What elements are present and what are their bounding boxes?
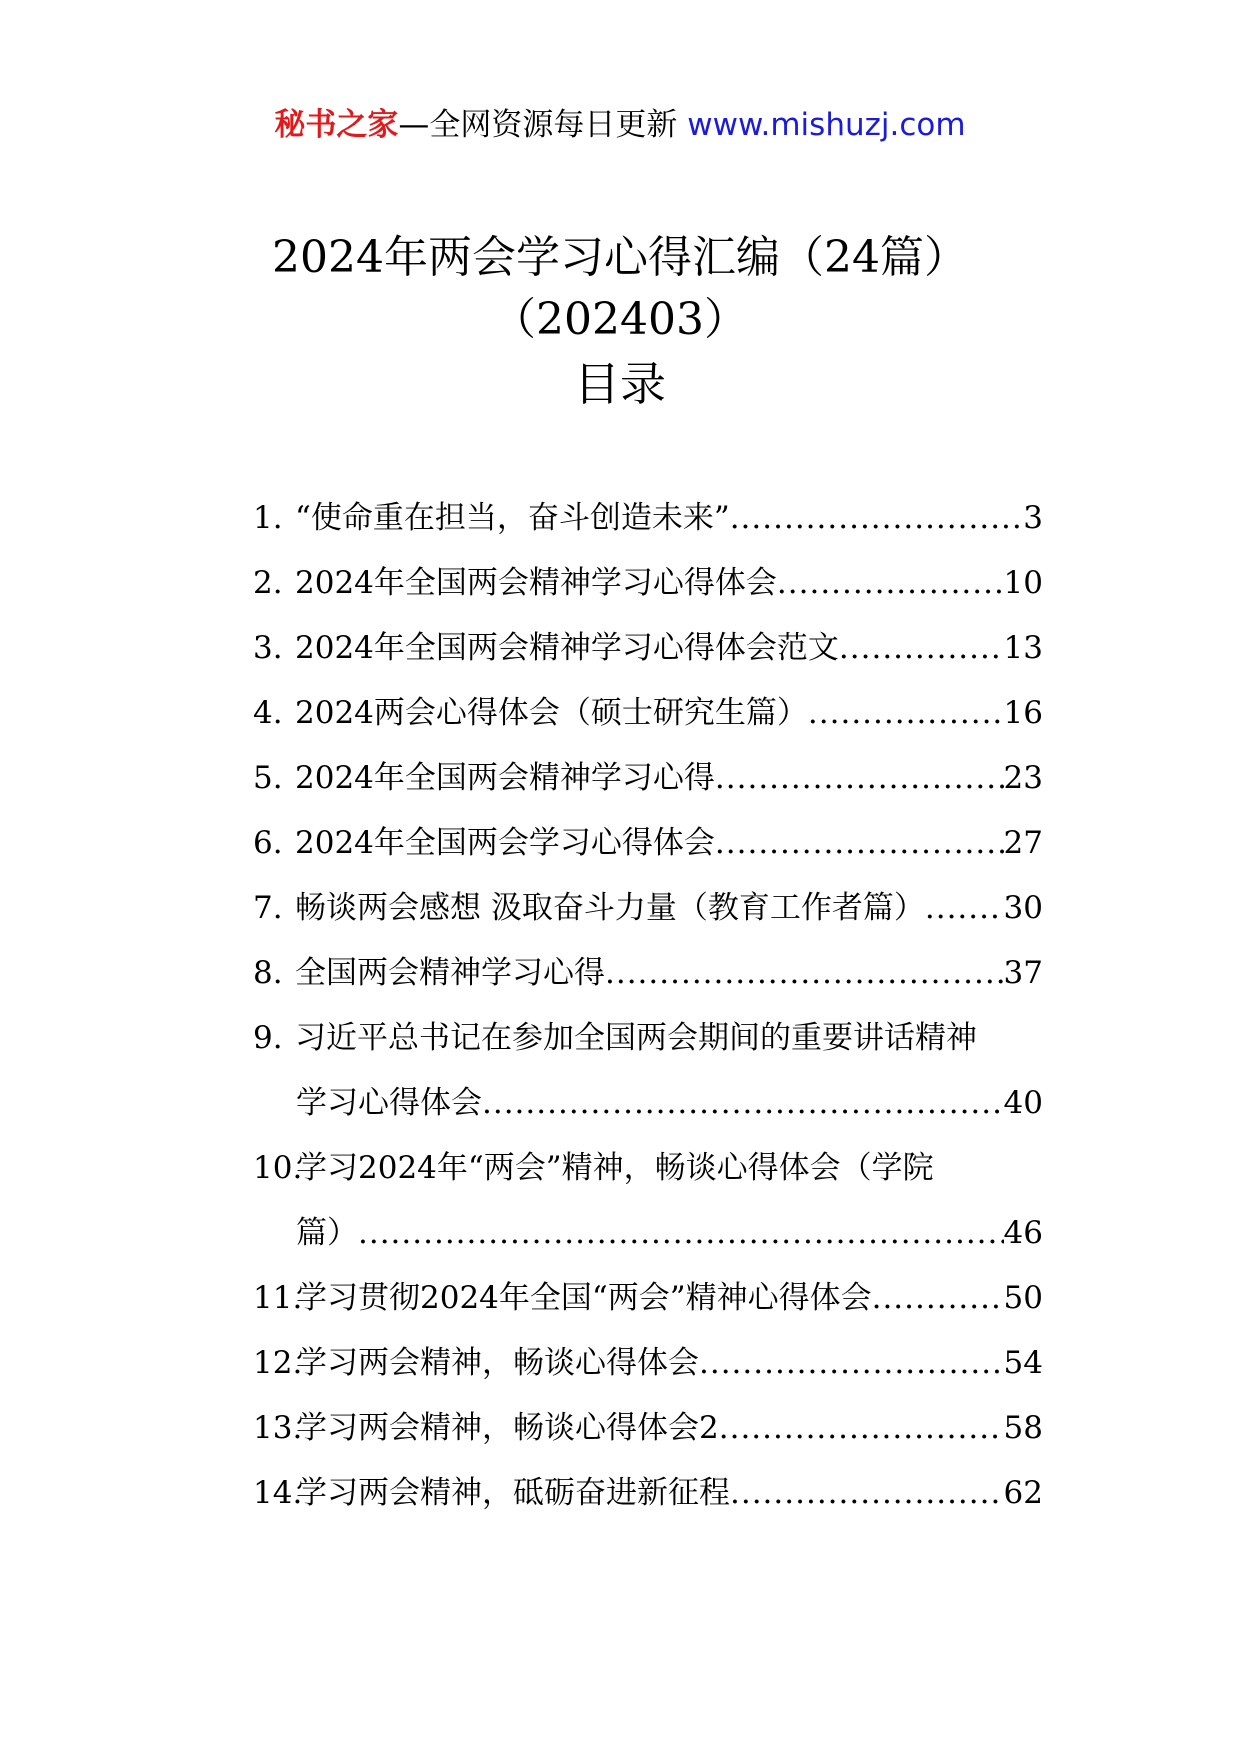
toc-entry-title: 2024年全国两会精神学习心得体会范文: [295, 630, 839, 666]
dot-leader: [777, 551, 1004, 616]
toc-page-number: 27: [1003, 825, 1043, 861]
toc-entry-line: [253, 1461, 1043, 1526]
toc-entry-title: 2024年全国两会学习心得体会: [295, 825, 715, 861]
toc-entry[interactable]: [253, 486, 1043, 551]
toc-entry-title: 全国两会精神学习心得: [295, 955, 605, 991]
toc-entry-line: [253, 1201, 1043, 1266]
toc-entry-title: 学习两会精神，畅谈心得体会: [296, 1345, 699, 1381]
toc-entry[interactable]: [253, 941, 1043, 1006]
dot-leader: [715, 811, 1004, 876]
toc-page-number: 23: [1003, 760, 1043, 796]
toc-entry-number: 12.: [253, 1345, 303, 1381]
toc-entry-line: [253, 1006, 1043, 1071]
toc-entry-line: [253, 486, 1043, 551]
toc-entry-line: [253, 811, 1043, 876]
dot-leader: [730, 1461, 1004, 1526]
toc-entry-number: 13.: [253, 1410, 303, 1446]
toc-heading: 目录: [574, 357, 666, 411]
toc-entry-line: [253, 1331, 1043, 1396]
toc-entry[interactable]: [253, 1136, 1043, 1266]
toc-entry-title: 2024两会心得体会（硕士研究生篇）: [295, 695, 808, 731]
toc-page-number: 10: [1003, 565, 1043, 601]
toc-entry-number: 1.: [253, 500, 283, 536]
toc-page-number: 3: [1023, 500, 1043, 536]
toc-page-number: 16: [1003, 695, 1043, 731]
toc-page-number: 37: [1003, 955, 1043, 991]
toc-entry-title: 学习贯彻2024年全国“两会”精神心得体会: [296, 1280, 872, 1316]
toc-entry-title: 篇）: [296, 1215, 358, 1251]
toc-entry-title: 学习两会精神，畅谈心得体会2: [296, 1410, 719, 1446]
dot-leader: [872, 1266, 1004, 1331]
document-title: 2024年两会学习心得汇编（24篇）: [272, 232, 968, 283]
toc-entry-number: 9.: [253, 1020, 283, 1056]
toc-entry[interactable]: [253, 681, 1043, 746]
dot-leader: [482, 1071, 1004, 1136]
dot-leader: [605, 941, 1004, 1006]
toc-entry[interactable]: [253, 1461, 1043, 1526]
toc-entry-line: [253, 1136, 1043, 1201]
toc-entry-number: 3.: [253, 630, 283, 666]
toc-page-number: 50: [1003, 1280, 1043, 1316]
toc-entry[interactable]: [253, 616, 1043, 681]
toc-entry[interactable]: [253, 551, 1043, 616]
toc-entry[interactable]: [253, 811, 1043, 876]
dot-leader: [358, 1201, 1004, 1266]
toc-entry[interactable]: [253, 876, 1043, 941]
document-date: （202403）: [492, 294, 748, 345]
toc-entry-line: [253, 681, 1043, 746]
site-header: [0, 100, 1240, 150]
toc-entry-line: [253, 1396, 1043, 1461]
toc-entry[interactable]: [253, 1266, 1043, 1331]
header-tagline: —全网资源每日更新: [398, 107, 678, 143]
toc-page-number: 46: [1003, 1215, 1043, 1251]
toc-entry[interactable]: [253, 746, 1043, 811]
toc-entry-title: 学习2024年“两会”精神，畅谈心得体会（学院: [296, 1150, 934, 1186]
dot-leader: [719, 1396, 1004, 1461]
toc-entry-number: 5.: [253, 760, 283, 796]
dot-leader: [925, 876, 1004, 941]
toc-entry-number: 11.: [253, 1280, 303, 1316]
toc-entry-number: 8.: [253, 955, 283, 991]
toc-entry-title: “使命重在担当，奋斗创造未来”: [295, 500, 730, 536]
toc-page-number: 54: [1003, 1345, 1043, 1381]
table-of-contents: [253, 486, 1043, 1526]
toc-entry-line: [253, 616, 1043, 681]
dot-leader: [699, 1331, 1004, 1396]
toc-page-number: 62: [1003, 1475, 1043, 1511]
toc-entry-line: [253, 876, 1043, 941]
dot-leader: [715, 746, 1004, 811]
dot-leader: [730, 486, 1024, 551]
toc-entry-number: 7.: [253, 890, 283, 926]
toc-page-number: 58: [1003, 1410, 1043, 1446]
toc-entry-number: 14.: [253, 1475, 303, 1511]
toc-entry-title: 畅谈两会感想 汲取奋斗力量（教育工作者篇）: [295, 890, 925, 926]
dot-leader: [839, 616, 1004, 681]
toc-entry-number: 2.: [253, 565, 283, 601]
toc-entry-number: 6.: [253, 825, 283, 861]
toc-entry-line: [253, 746, 1043, 811]
toc-page-number: 30: [1003, 890, 1043, 926]
toc-entry-number: 4.: [253, 695, 283, 731]
toc-page-number: 40: [1003, 1085, 1043, 1121]
toc-page-number: 13: [1003, 630, 1043, 666]
toc-entry[interactable]: [253, 1331, 1043, 1396]
toc-entry-title: 习近平总书记在参加全国两会期间的重要讲话精神: [295, 1020, 977, 1056]
toc-entry-line: [253, 551, 1043, 616]
toc-entry[interactable]: [253, 1006, 1043, 1136]
dot-leader: [808, 681, 1004, 746]
toc-entry-title: 学习心得体会: [296, 1085, 482, 1121]
toc-entry-line: [253, 1071, 1043, 1136]
site-url-link[interactable]: www.mishuzj.com: [687, 107, 966, 143]
toc-entry-title: 2024年全国两会精神学习心得体会: [295, 565, 777, 601]
toc-entry-title: 学习两会精神，砥砺奋进新征程: [296, 1475, 730, 1511]
toc-entry-number: 10.: [253, 1150, 303, 1186]
toc-entry-title: 2024年全国两会精神学习心得: [295, 760, 715, 796]
toc-entry-line: [253, 941, 1043, 1006]
toc-entry-line: [253, 1266, 1043, 1331]
brand-name: 秘书之家: [274, 107, 399, 143]
toc-entry[interactable]: [253, 1396, 1043, 1461]
